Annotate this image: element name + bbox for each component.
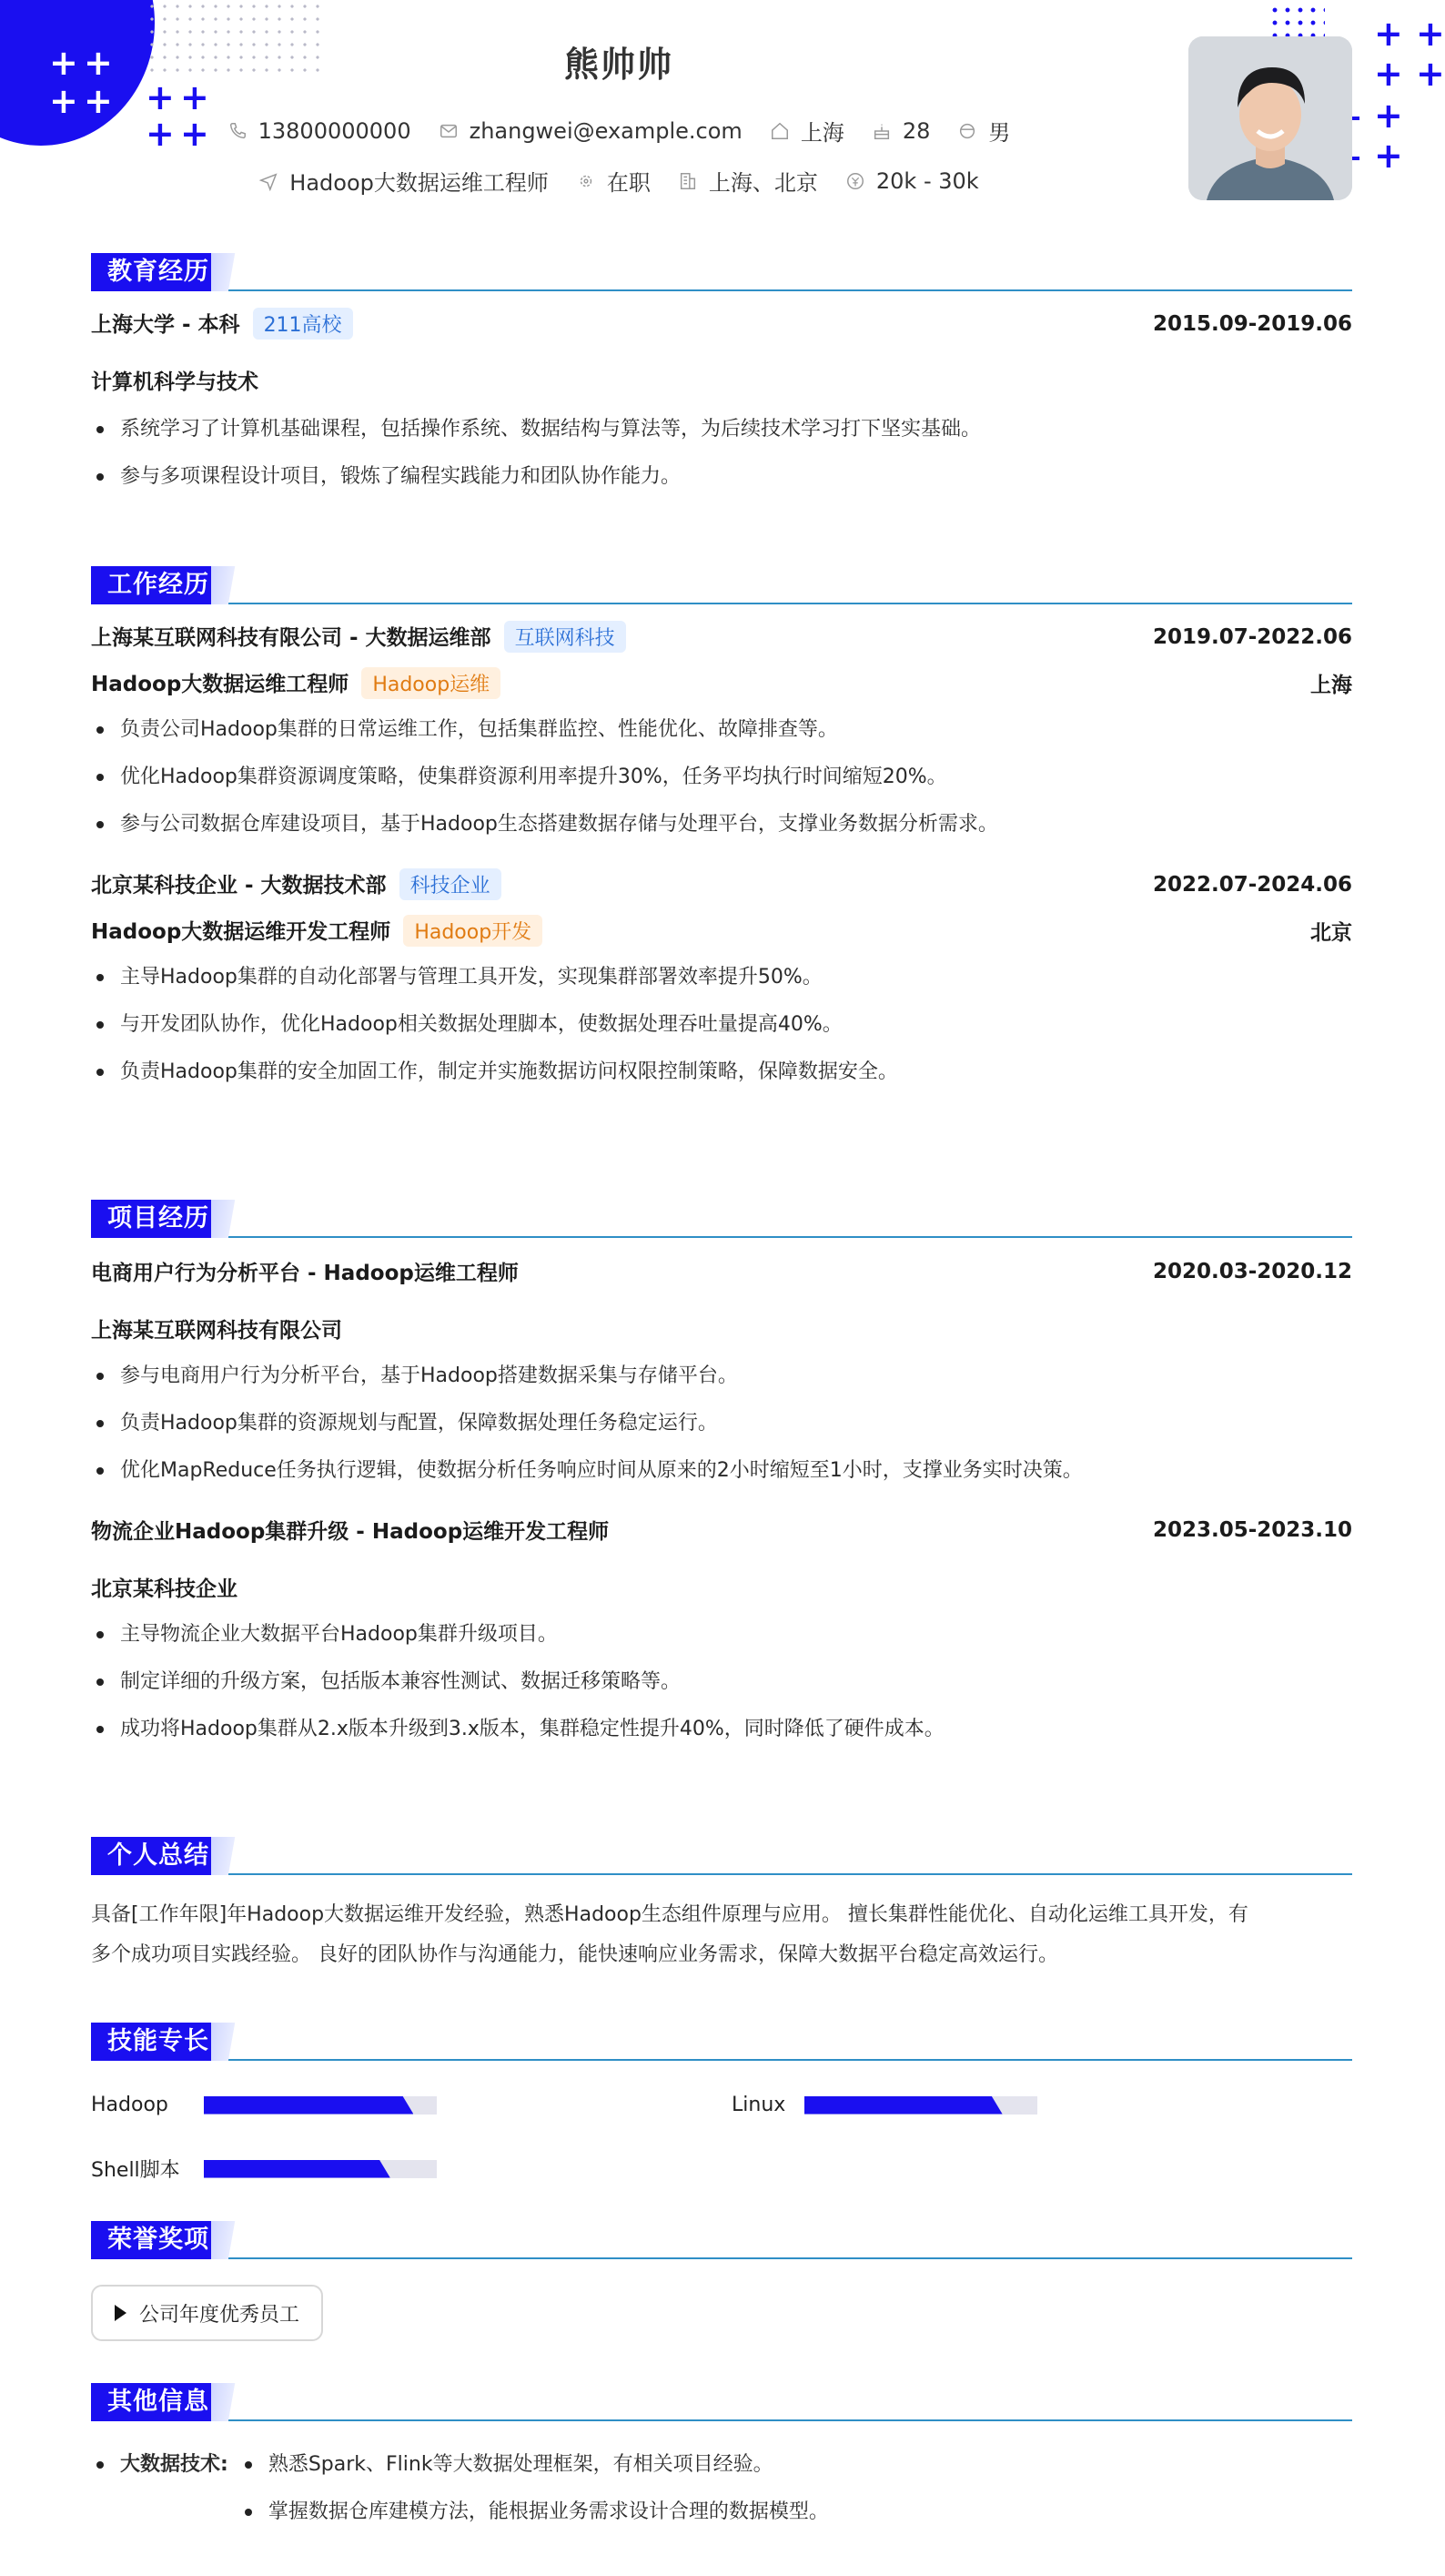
candidate-name: 熊帅帅: [563, 45, 673, 85]
mail-icon: [439, 121, 459, 141]
summary-section: [91, 1837, 1352, 1975]
list-item: 优化MapReduce任务执行逻辑，使数据分析任务响应时间从原来的2小时缩短至1小时，支撑业务实时决策。: [91, 1447, 1352, 1495]
skill-name: Shell脚本: [91, 2159, 180, 2182]
plus-icon: +: [180, 77, 209, 117]
work-location: 上海: [1310, 674, 1352, 697]
other-key-list: [91, 2441, 228, 2536]
school-name: 上海大学 - 本科: [91, 313, 240, 337]
list-item: 掌握数据仓库建模方法，能根据业务需求设计合理的数据模型。: [239, 2489, 829, 2536]
role-row: [91, 915, 1352, 947]
plus-icon: +: [1374, 54, 1403, 94]
project-bullets: [91, 1353, 1352, 1495]
list-item: 负责公司Hadoop集群的日常运维工作，包括集群监控、性能优化、故障排查等。: [91, 706, 1352, 754]
profile-photo: [1188, 36, 1352, 200]
other-section: [91, 2383, 1352, 2536]
section-title-tail: [211, 1200, 244, 1238]
projects-section: [91, 1200, 1352, 1753]
target-city-text: 上海、北京: [708, 170, 818, 196]
city-text: 上海: [800, 120, 844, 146]
education-section: [91, 253, 1352, 501]
list-item: 参与公司数据仓库建设项目，基于Hadoop生态搭建数据存储与处理平台，支撑业务数据分析需求。: [91, 801, 1352, 848]
plus-icon: +: [84, 81, 113, 121]
email-item: [439, 115, 743, 147]
plus-icon: +: [49, 81, 78, 121]
salary-text: 20k - 30k: [875, 167, 979, 194]
education-entry-header: [91, 308, 1352, 340]
section-title-tail: [211, 253, 244, 291]
city-item: [770, 115, 844, 147]
list-item: 参与多项课程设计项目，锻炼了编程实践能力和团队协作能力。: [91, 453, 1352, 501]
skill-item: [732, 2094, 1037, 2116]
age-item: [872, 115, 931, 147]
section-header: [91, 253, 1352, 291]
project-title: 电商用户行为分析平台 - Hadoop运维工程师: [91, 1262, 519, 1285]
work-bullets: [91, 954, 1352, 1096]
cake-icon: [872, 121, 892, 141]
project-date: 2020.03-2020.12: [1152, 1259, 1352, 1283]
plus-icon: +: [1374, 136, 1403, 176]
summary-line: 具备[工作年限]年Hadoop大数据运维开发经验，熟悉Hadoop生态组件原理与应用。 擅长集群性能优化、自动化运维工具开发，有: [91, 1903, 1248, 1926]
list-item: 系统学习了计算机基础课程，包括操作系统、数据结构与算法等，为后续技术学习打下坚实基础。: [91, 406, 1352, 453]
skill-bar-fill: [804, 2096, 1003, 2115]
building-icon: [678, 171, 698, 191]
plus-icon: +: [1416, 14, 1445, 54]
play-icon: [115, 2305, 126, 2321]
list-item: 熟悉Spark、Flink等大数据处理框架，有相关项目经验。: [239, 2441, 829, 2489]
work-section: [91, 566, 1352, 1096]
section-header: [91, 2221, 1352, 2259]
skill-bar-fill: [204, 2160, 390, 2178]
list-item: 负责Hadoop集群的资源规划与配置，保障数据处理任务稳定运行。: [91, 1400, 1352, 1447]
school-tag: 211高校: [253, 308, 353, 340]
skills-section: [91, 2023, 1352, 2205]
section-title: 技能专长: [91, 2023, 226, 2061]
skill-bar: [804, 2096, 1037, 2115]
work-date: 2019.07-2022.06: [1152, 624, 1352, 649]
plus-icon: +: [84, 43, 113, 83]
role-line: [91, 915, 542, 947]
salary-item: [845, 165, 979, 197]
home-icon: [770, 121, 790, 141]
company-tag: 互联网科技: [504, 621, 626, 653]
work-bullets: [91, 706, 1352, 848]
education-bullets: [91, 406, 1352, 501]
honors-section: [91, 2221, 1352, 2341]
plus-icon: +: [146, 77, 175, 117]
skill-name: Hadoop: [91, 2094, 168, 2116]
decorative-dots: [1268, 4, 1325, 36]
work-entry-header: [91, 868, 1352, 900]
work-entry-header: [91, 621, 1352, 653]
role-name: Hadoop大数据运维工程师: [91, 673, 349, 696]
role-tag: Hadoop运维: [361, 667, 500, 699]
project-entry-header: [91, 1256, 1352, 1286]
gender-item: [957, 115, 1010, 147]
skill-item: [91, 2094, 437, 2116]
skill-name: Linux: [732, 2094, 786, 2116]
company-line: [91, 868, 501, 900]
role-name: Hadoop大数据运维开发工程师: [91, 920, 391, 944]
summary-line: 多个成功项目实践经验。 良好的团队协作与沟通能力，能快速响应业务需求，保障大数据平台稳定高效运行。: [91, 1943, 1058, 1966]
plus-icon: +: [180, 114, 209, 154]
list-item: 与开发团队协作，优化Hadoop相关数据处理脚本，使数据处理吞吐量提高40%。: [91, 1001, 1352, 1049]
section-title: 工作经历: [91, 566, 226, 604]
section-header: [91, 1200, 1352, 1238]
section-title-tail: [211, 1837, 244, 1875]
role-line: [91, 667, 500, 699]
list-item: 制定详细的升级方案，包括版本兼容性测试、数据迁移策略等。: [91, 1658, 1352, 1706]
company-line: [91, 621, 626, 653]
section-header: [91, 1837, 1352, 1875]
role-row: [91, 667, 1352, 699]
plus-icon: +: [146, 114, 175, 154]
section-title: 其他信息: [91, 2383, 226, 2421]
position-item: [258, 165, 549, 197]
section-title: 个人总结: [91, 1837, 226, 1875]
section-title-tail: [211, 2023, 244, 2061]
work-location: 北京: [1310, 921, 1352, 945]
company-name: 北京某科技企业 - 大数据技术部: [91, 874, 387, 898]
section-title: 荣誉奖项: [91, 2221, 226, 2259]
send-icon: [258, 171, 278, 191]
project-date: 2023.05-2023.10: [1152, 1517, 1352, 1542]
section-title-tail: [211, 566, 244, 604]
company-name: 上海某互联网科技有限公司 - 大数据运维部: [91, 626, 491, 650]
list-item: 优化Hadoop集群资源调度策略，使集群资源利用率提升30%，任务平均执行时间缩短20%。: [91, 754, 1352, 801]
list-item: 负责Hadoop集群的安全加固工作，制定并实施数据访问权限控制策略，保障数据安全。: [91, 1049, 1352, 1096]
award-badge: [91, 2285, 323, 2341]
skill-item: [91, 2155, 437, 2183]
gender-text: 男: [988, 120, 1011, 146]
skill-bar: [204, 2096, 437, 2115]
role-tag: Hadoop开发: [403, 915, 542, 947]
target-city-item: [678, 165, 818, 197]
skill-bar-fill: [204, 2096, 413, 2115]
plus-icon: +: [1374, 14, 1403, 54]
section-title: 项目经历: [91, 1200, 226, 1238]
email-text: zhangwei@example.com: [469, 117, 743, 144]
work-date: 2022.07-2024.06: [1152, 872, 1352, 897]
project-title: 物流企业Hadoop集群升级 - Hadoop运维开发工程师: [91, 1520, 610, 1544]
section-header: [91, 2023, 1352, 2061]
list-item: 主导物流企业大数据平台Hadoop集群升级项目。: [91, 1611, 1352, 1658]
plus-icon: +: [49, 43, 78, 83]
list-item: 成功将Hadoop集群从2.x版本升级到3.x版本，集群稳定性提升40%，同时降低了硬件成本。: [91, 1706, 1352, 1753]
plus-icon: +: [1416, 54, 1445, 94]
school-line: [91, 308, 353, 340]
section-header: [91, 566, 1352, 604]
project-org: 上海某互联网科技有限公司: [91, 1319, 342, 1343]
list-item: 主导Hadoop集群的自动化部署与管理工具开发，实现集群部署效率提升50%。: [91, 954, 1352, 1001]
status-text: 在职: [606, 170, 651, 196]
job-row: [0, 165, 1238, 197]
section-title: 教育经历: [91, 253, 226, 291]
list-item: 参与电商用户行为分析平台，基于Hadoop搭建数据采集与存储平台。: [91, 1353, 1352, 1400]
plus-icon: +: [1374, 96, 1403, 136]
section-title-tail: [211, 2221, 244, 2259]
project-org: 北京某科技企业: [91, 1577, 237, 1601]
gear-icon: [576, 171, 596, 191]
phone-icon: [227, 121, 248, 141]
company-tag: 科技企业: [399, 868, 501, 900]
other-list: [91, 2441, 1352, 2536]
education-date: 2015.09-2019.06: [1152, 311, 1352, 336]
major: 计算机科学与技术: [91, 370, 258, 394]
coin-icon: [845, 171, 865, 191]
project-entry-header: [91, 1515, 1352, 1545]
section-header: [91, 2383, 1352, 2421]
phone-text: 13800000000: [258, 117, 411, 144]
position-text: Hadoop大数据运维工程师: [289, 170, 549, 196]
other-items: [239, 2441, 829, 2536]
age-text: 28: [902, 117, 931, 144]
phone-item: [227, 115, 411, 147]
award-name: 公司年度优秀员工: [139, 2303, 300, 2327]
section-title-tail: [211, 2383, 244, 2421]
status-item: [576, 165, 651, 197]
summary-text: [91, 1895, 1352, 1975]
gender-icon: [957, 121, 977, 141]
contact-row: [0, 115, 1238, 147]
skill-bar: [204, 2160, 437, 2178]
project-bullets: [91, 1611, 1352, 1753]
other-key: 大数据技术:: [91, 2441, 228, 2489]
